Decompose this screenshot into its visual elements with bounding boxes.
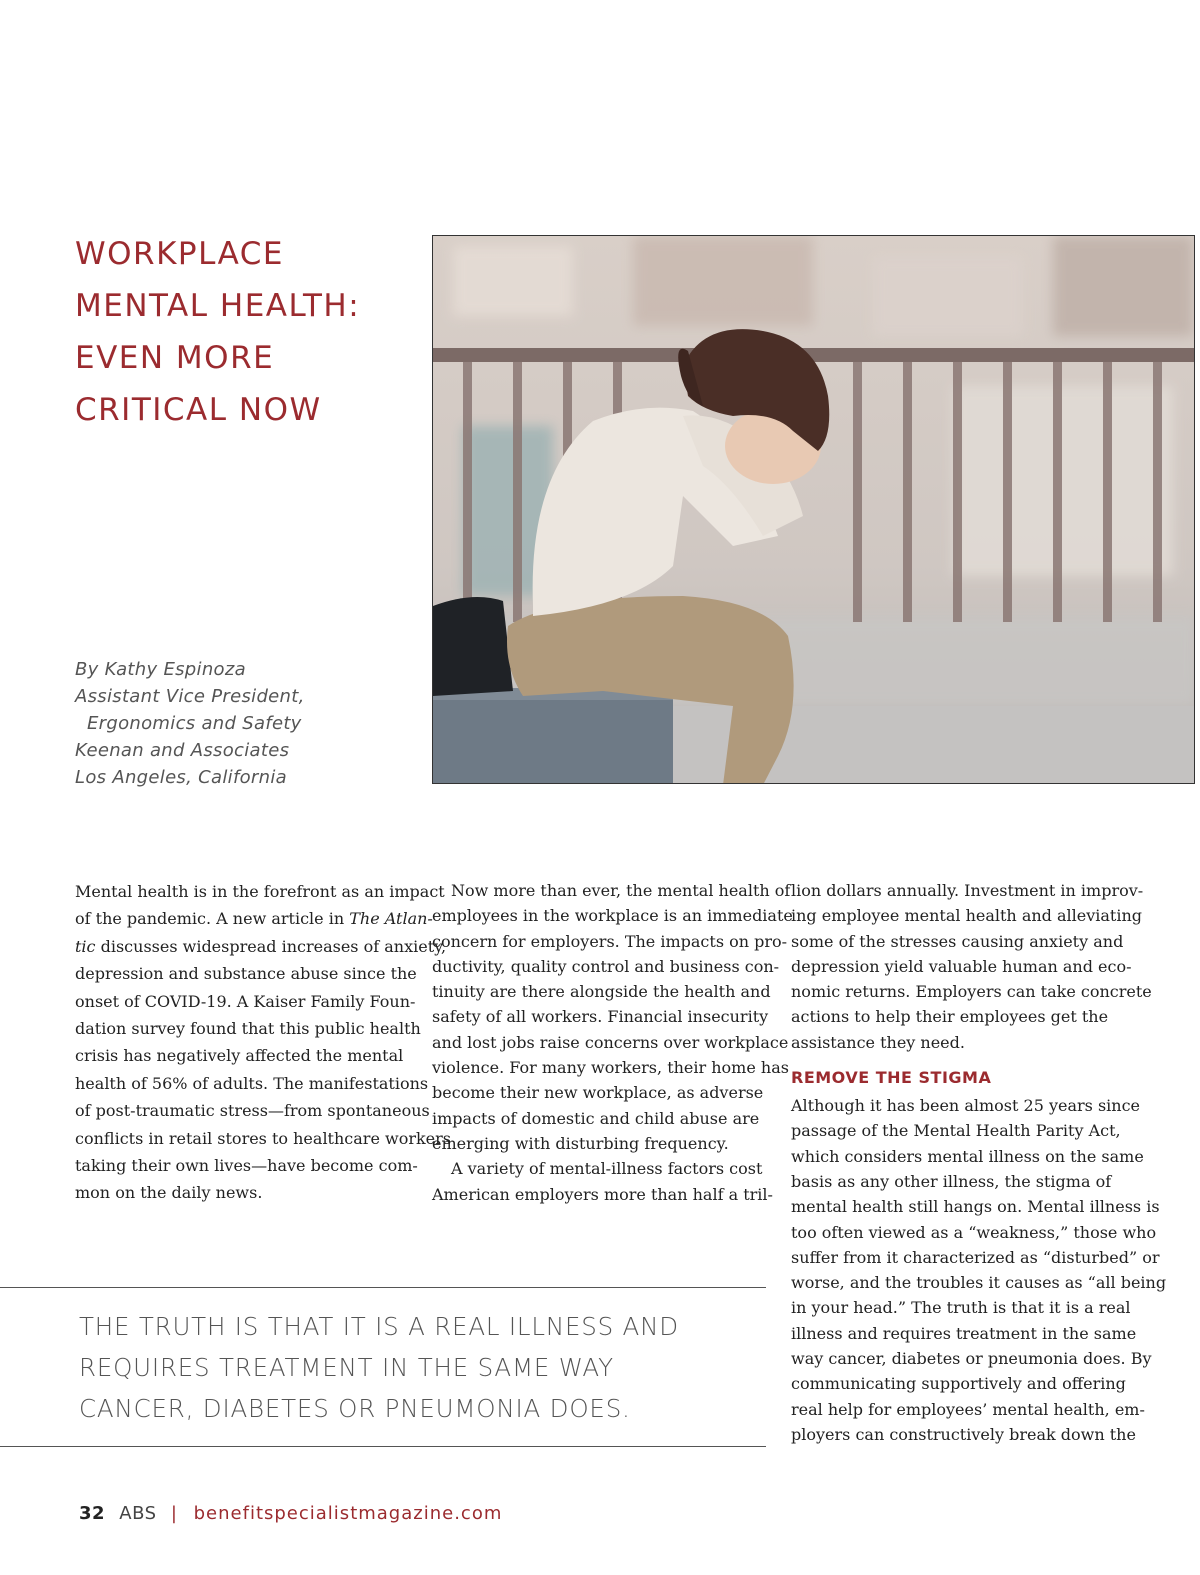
body-line: real help for employees’ mental health, em- xyxy=(791,1399,1145,1419)
page-footer xyxy=(79,1503,502,1524)
body-line: mental health still hangs on. Mental illness is xyxy=(791,1197,1160,1217)
body-line: mon on the daily news. xyxy=(75,1183,263,1203)
body-line: nomic returns. Employers can take concrete xyxy=(791,982,1152,1002)
author-company: Keenan and Associates xyxy=(75,740,290,761)
body-line: tic discusses widespread increases of anxiety, xyxy=(75,936,447,956)
article-photo xyxy=(432,235,1195,784)
publication-name: tic xyxy=(75,936,96,956)
body-line: suffer from it characterized as “disturbed” or xyxy=(791,1247,1160,1267)
body-line: of post-traumatic stress—from spontaneous xyxy=(75,1101,430,1121)
body-line: crisis has negatively affected the mental xyxy=(75,1046,404,1066)
body-line: ing employee mental health and alleviating xyxy=(791,906,1143,926)
body-column-1 xyxy=(75,878,451,1207)
page-number: 32 xyxy=(79,1503,106,1524)
body-line: depression yield valuable human and eco- xyxy=(791,956,1132,976)
body-line: health of 56% of adults. The manifestations xyxy=(75,1073,429,1093)
title-line: EVEN MORE xyxy=(75,340,275,376)
byline xyxy=(75,656,415,791)
body-line: tinuity are there alongside the health and xyxy=(432,982,771,1002)
body-line: actions to help their employees get the xyxy=(791,1007,1109,1027)
body-line: Mental health is in the forefront as an impact xyxy=(75,882,445,901)
body-line: violence. For many workers, their home has xyxy=(432,1058,789,1078)
body-column-2 xyxy=(432,878,793,1207)
author-name: By Kathy Espinoza xyxy=(75,659,246,680)
body-line: safety of all workers. Financial insecurity xyxy=(432,1007,769,1027)
author-title: Assistant Vice President, xyxy=(75,686,305,707)
body-line: taking their own lives—have become com- xyxy=(75,1156,418,1176)
body-line: concern for employers. The impacts on pro- xyxy=(432,931,788,951)
body-line: in your head.” The truth is that it is a real xyxy=(791,1298,1131,1318)
body-line: depression and substance abuse since the xyxy=(75,964,417,984)
pull-quote xyxy=(0,1287,766,1447)
body-line: basis as any other illness, the stigma of xyxy=(791,1171,1112,1191)
body-line: passage of the Mental Health Parity Act, xyxy=(791,1121,1121,1141)
body-line: impacts of domestic and child abuse are xyxy=(432,1108,760,1128)
body-line: Now more than ever, the mental health of xyxy=(451,881,791,900)
body-line: too often viewed as a “weakness,” those who xyxy=(791,1222,1157,1242)
body-line: of the pandemic. A new article in The Atlan- xyxy=(75,909,433,929)
magazine-name: ABS xyxy=(119,1503,157,1524)
body-line: communicating supportively and offering xyxy=(791,1374,1126,1394)
title-line: CRITICAL NOW xyxy=(75,392,322,428)
author-location: Los Angeles, California xyxy=(75,767,287,788)
body-line: which considers mental illness on the same xyxy=(791,1146,1144,1166)
body-line: American employers more than half a tril- xyxy=(432,1184,773,1204)
body-line: conflicts in retail stores to healthcare workers xyxy=(75,1128,451,1148)
body-line: some of the stresses causing anxiety and xyxy=(791,931,1124,951)
body-line: worse, and the troubles it causes as “all being xyxy=(791,1273,1167,1293)
footer-separator: | xyxy=(170,1503,178,1524)
body-line: onset of COVID-19. A Kaiser Family Foun- xyxy=(75,991,416,1011)
article-title xyxy=(75,228,415,436)
body-line: ployers can constructively break down the xyxy=(791,1424,1136,1444)
pull-quote-line: REQUIRES TREATMENT IN THE SAME WAY xyxy=(79,1353,614,1382)
body-line: lion dollars annually. Investment in improv- xyxy=(791,881,1144,900)
body-line: Although it has been almost 25 years since xyxy=(791,1096,1141,1116)
body-line: employees in the workplace is an immediate xyxy=(432,906,793,926)
pull-quote-line: THE TRUTH IS THAT IT IS A REAL ILLNESS AND xyxy=(79,1312,679,1341)
pull-quote-text xyxy=(79,1306,759,1429)
title-line: MENTAL HEALTH: xyxy=(75,288,361,324)
body-line: A variety of mental-illness factors cost xyxy=(451,1159,763,1179)
author-title-cont: Ergonomics and Safety xyxy=(87,713,302,734)
publication-name: The Atlan- xyxy=(349,909,433,929)
section-subhead: REMOVE THE STIGMA xyxy=(791,1068,992,1088)
woman-sitting-photo xyxy=(433,236,1195,784)
body-line: and lost jobs raise concerns over workplace xyxy=(432,1032,789,1052)
body-line: emerging with disturbing frequency. xyxy=(432,1133,729,1153)
title-line: WORKPLACE xyxy=(75,236,284,272)
body-line: assistance they need. xyxy=(791,1032,965,1052)
magazine-url[interactable]: benefitspecialistmagazine.com xyxy=(193,1503,503,1524)
body-line: ductivity, quality control and business con- xyxy=(432,956,780,976)
body-line: illness and requires treatment in the same xyxy=(791,1323,1137,1343)
body-line: way cancer, diabetes or pneumonia does. By xyxy=(791,1349,1152,1369)
body-column-3 xyxy=(791,878,1167,1447)
body-line: dation survey found that this public health xyxy=(75,1019,421,1039)
pull-quote-line: CANCER, DIABETES OR PNEUMONIA DOES. xyxy=(79,1394,631,1423)
body-line: become their new workplace, as adverse xyxy=(432,1083,764,1103)
